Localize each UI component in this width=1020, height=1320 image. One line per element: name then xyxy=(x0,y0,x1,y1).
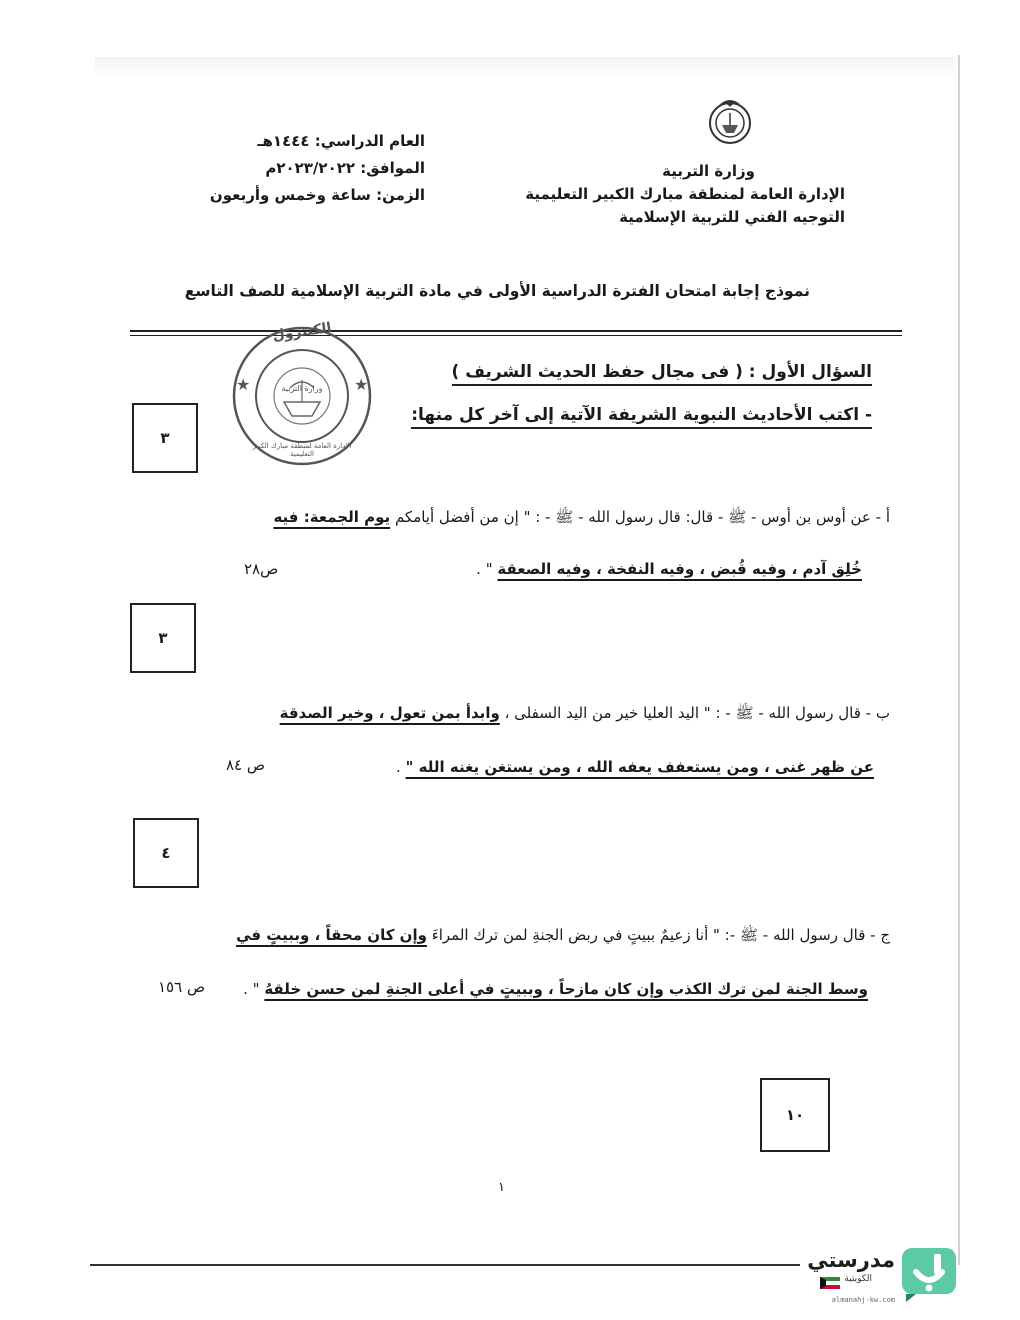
item-b-tail: . xyxy=(396,758,406,776)
madrasati-logo-icon xyxy=(898,1246,960,1304)
score-c: ٤ xyxy=(161,844,171,862)
item-b-lead: ب - قال رسول الله - ﷺ - : " اليد العليا خير من اليد السفلى ، xyxy=(499,704,890,722)
item-a-line1 xyxy=(273,508,890,530)
stamp-ring-text: الإدارة العامة لمنطقة مبارك الكبير التعليمية xyxy=(252,442,352,458)
question-instruction: - اكتب الأحاديث النبوية الشريفة الآتية إلى آخر كل منها: xyxy=(411,405,872,429)
exam-duration: الزمن: ساعة وخمس وأربعون xyxy=(209,186,425,204)
total-score-box xyxy=(760,1078,830,1152)
score-a: ٣ xyxy=(160,429,170,447)
academic-year: العام الدراسي: ١٤٤٤هـ xyxy=(257,132,425,150)
item-a-page-ref: ص٢٨ xyxy=(244,560,279,578)
directorate-name: الإدارة العامة لمنطقة مبارك الكبير التعليمية xyxy=(525,185,845,203)
item-c-page-ref: ص ١٥٦ xyxy=(158,978,206,996)
kuwait-emblem-icon xyxy=(705,95,755,147)
department-name: التوجيه الفني للتربية الإسلامية xyxy=(619,208,845,226)
question-heading: السؤال الأول : ( فى مجال حفظ الحديث الشريف ) xyxy=(452,362,872,386)
item-a-tail: " . xyxy=(476,560,498,578)
scan-edge xyxy=(95,57,955,77)
issuer-block xyxy=(515,160,845,229)
item-c-line1 xyxy=(236,926,890,948)
item-a-lead: أ - عن أوس بن أوس - ﷺ - قال: قال رسول الله - ﷺ - : " إن من أفضل أيامكم xyxy=(390,508,890,526)
svg-text:★: ★ xyxy=(354,375,369,394)
item-c-line2 xyxy=(243,980,868,998)
item-b-line1 xyxy=(280,704,890,726)
kuwait-flag-icon xyxy=(820,1277,840,1289)
item-c-answer1: وإن كان محقاً ، وببيتٍ في xyxy=(236,926,427,944)
exam-info-block xyxy=(165,128,425,209)
item-a-answer1: يوم الجمعة: فيه xyxy=(273,508,391,526)
item-b-answer2: عن ظهر غنى ، ومن يستعفف يعفه الله ، ومن يستغن يغنه الله " xyxy=(405,758,874,776)
item-c-tail: " . xyxy=(243,980,265,998)
brand-url: almanahj-kw.com xyxy=(831,1296,895,1304)
item-b-answer1: وابدأ بمن تعول ، وخير الصدقة xyxy=(279,704,500,722)
item-c-answer2: وسط الجنة لمن ترك الكذب وإن كان مازحاً ، وببيتٍ في أعلى الجنةِ لمن حسن خلقهُ xyxy=(264,980,868,998)
footer-rule xyxy=(90,1264,800,1266)
svg-text:★: ★ xyxy=(236,375,251,394)
stamp-center-text: وزارة التربية xyxy=(281,384,323,393)
item-b-line2 xyxy=(396,758,874,776)
item-b-page-ref: ص ٨٤ xyxy=(226,756,266,774)
control-stamp xyxy=(224,318,380,470)
ministry-name: وزارة التربية xyxy=(662,162,755,180)
total-score: ١٠ xyxy=(785,1106,805,1124)
brand-sub: الكويتية xyxy=(844,1274,872,1284)
brand-name: مدرستي xyxy=(807,1248,895,1272)
page-edge xyxy=(958,55,960,1265)
stamp-top-text: الكنترول xyxy=(271,319,333,345)
document-title: نموذج إجابة امتحان الفترة الدراسية الأولى في مادة التربية الإسلامية للصف التاسع xyxy=(184,282,810,300)
page-number: ١ xyxy=(498,1180,505,1195)
item-a-answer2: خُلِق آدم ، وفيه قُبض ، وفيه النفخة ، وفيه الصعقة xyxy=(497,560,862,578)
corresponding-date: الموافق: ٢٠٢٣/٢٠٢٢م xyxy=(265,159,425,177)
score-box-a xyxy=(132,403,198,473)
item-c-lead: ج - قال رسول الله - ﷺ -: " أنا زعيمٌ ببيتٍ في ربض الجنةِ لمن ترك المراءَ xyxy=(426,926,890,944)
score-box-c xyxy=(133,818,199,888)
item-a-line2 xyxy=(476,560,862,578)
score-box-b xyxy=(130,603,196,673)
score-b: ٣ xyxy=(158,629,168,647)
